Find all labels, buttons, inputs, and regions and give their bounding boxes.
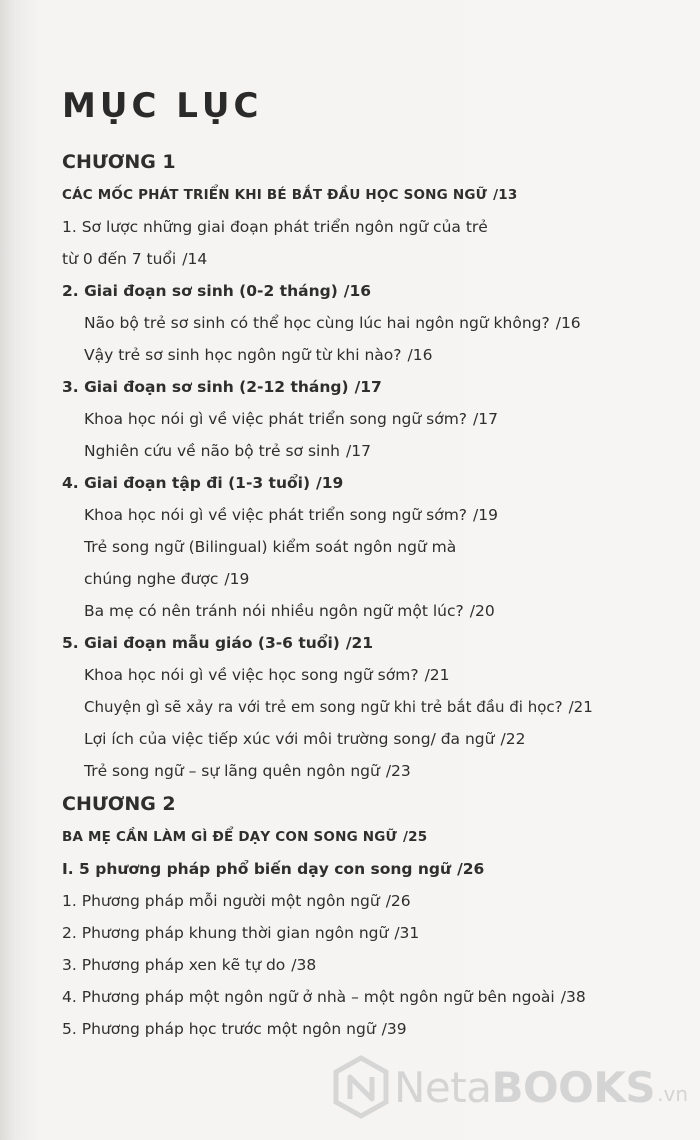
chapter-2-title: BA MẸ CẦN LÀM GÌ ĐỂ DẠY CON SONG NGỮ /25 [62,829,428,845]
toc-section: 3. Giai đoạn sơ sinh (2-12 tháng) /17 [62,378,382,396]
table-of-contents [62,145,682,1045]
toc-entry: Trẻ song ngữ (Bilingual) kiểm soát ngôn ngữ mà [84,538,457,556]
toc-entry: Não bộ trẻ sơ sinh có thể học cùng lúc hai ngôn ngữ không? /16 [84,314,581,332]
toc-entry: Khoa học nói gì về việc phát triển song ngữ sớm? /17 [84,410,498,428]
chapter-2-heading: CHƯƠNG 2 [62,793,176,815]
toc-entry: chúng nghe được /19 [84,570,250,588]
chapter-1-title: CÁC MỐC PHÁT TRIỂN KHI BÉ BẮT ĐẦU HỌC SONG NGỮ /13 [62,187,518,203]
toc-entry: 5. Phương pháp học trước một ngôn ngữ /39 [62,1020,407,1038]
toc-entry: Ba mẹ có nên tránh nói nhiều ngôn ngữ một lúc? /20 [84,602,495,620]
toc-entry: 2. Phương pháp khung thời gian ngôn ngữ /31 [62,924,420,942]
netabooks-watermark [332,1052,692,1122]
toc-entry: 3. Phương pháp xen kẽ tự do /38 [62,956,317,974]
toc-entry: Chuyện gì sẽ xảy ra với trẻ em song ngữ khi trẻ bắt đầu đi học? /21 [84,698,593,716]
toc-entry: Nghiên cứu về não bộ trẻ sơ sinh /17 [84,442,371,460]
toc-section: 5. Giai đoạn mẫu giáo (3-6 tuổi) /21 [62,634,374,652]
toc-section: I. 5 phương pháp phổ biến dạy con song ngữ /26 [62,860,485,878]
toc-entry: Khoa học nói gì về việc phát triển song ngữ sớm? /19 [84,506,498,524]
toc-entry: 1. Sơ lược những giai đoạn phát triển ngôn ngữ của trẻ [62,218,488,236]
toc-entry: Trẻ song ngữ – sự lãng quên ngôn ngữ /23 [84,762,411,780]
toc-entry: 4. Phương pháp một ngôn ngữ ở nhà – một ngôn ngữ bên ngoài /38 [62,988,586,1006]
toc-entry: Vậy trẻ sơ sinh học ngôn ngữ từ khi nào? /16 [84,346,433,364]
netabooks-logo-icon [332,1055,390,1119]
watermark-tld: .vn [657,1082,689,1106]
toc-section: 4. Giai đoạn tập đi (1-3 tuổi) /19 [62,474,344,492]
toc-entry: 1. Phương pháp mỗi người một ngôn ngữ /26 [62,892,411,910]
toc-entry: từ 0 đến 7 tuổi /14 [62,250,208,268]
toc-section: 2. Giai đoạn sơ sinh (0-2 tháng) /16 [62,282,372,300]
chapter-1-heading: CHƯƠNG 1 [62,151,176,173]
toc-entry: Khoa học nói gì về việc học song ngữ sớm? /21 [84,666,450,684]
toc-entry: Lợi ích của việc tiếp xúc với môi trường song/ đa ngữ /22 [84,730,526,748]
page-title: MỤC LỤC [62,86,263,126]
watermark-brand: NetaBOOKS [394,1062,656,1112]
